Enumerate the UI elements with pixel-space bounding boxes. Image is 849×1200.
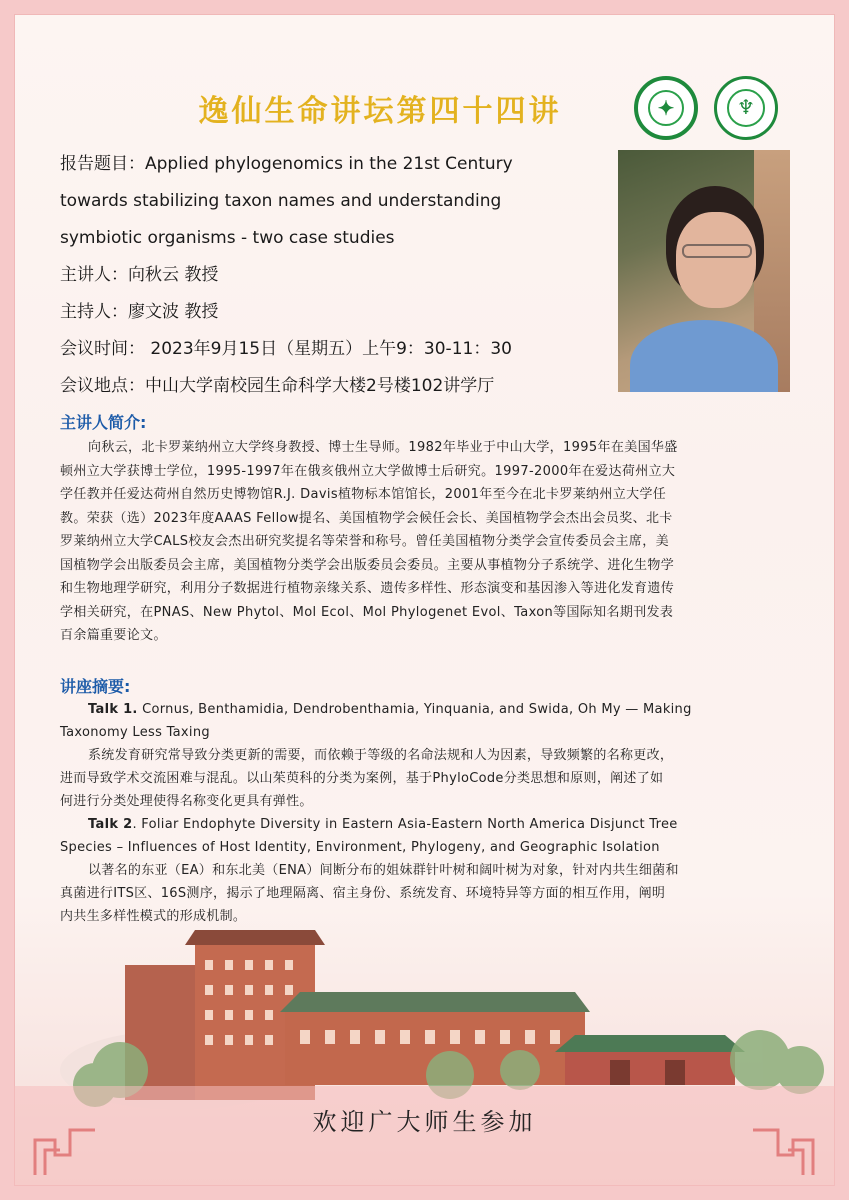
- talk2-line: 内共生多样性模式的形成机制。: [60, 909, 247, 924]
- event-info: [60, 146, 600, 405]
- speaker: 主讲人：向秋云 教授: [60, 265, 219, 285]
- host: 主持人：廖文波 教授: [60, 302, 219, 322]
- talk1-label: Talk 1.: [88, 702, 138, 717]
- bio-line: 和生物地理学研究，利用分子数据进行植物亲缘关系、遗传多样性、形态演变和基因渗入等进化发育遗传: [60, 581, 675, 596]
- welcome-message: 欢迎广大师生参加: [312, 1108, 537, 1136]
- herbarium-logo: ♆: [714, 76, 778, 140]
- bio-line: 顿州立大学获博士学位，1995-1997年在俄亥俄州立大学做博士后研究。1997-2000年在爱达荷州立大: [60, 463, 676, 479]
- bio-heading: 主讲人简介:: [60, 413, 147, 432]
- talk2-title: [60, 813, 790, 836]
- lecture-topic-line-3: symbiotic organisms - two case studies: [60, 228, 395, 248]
- meeting-venue: 会议地点：中山大学南校园生命科学大楼2号楼102讲学厅: [60, 376, 495, 396]
- gate: [555, 1035, 745, 1085]
- lecture-topic-line-1: 报告题目：Applied phylogenomics in the 21st Century: [60, 154, 513, 174]
- talk1-title-text: Cornus, Benthamidia, Dendrobenthamia, Yinquania, and Swida, Oh My — Making: [137, 702, 692, 717]
- talk2-label: Talk 2: [88, 817, 133, 832]
- speaker-photo: [618, 150, 790, 392]
- bio-line: 学相关研究，在PNAS、New Phytol、Mol Ecol、Mol Phylogenet Evol、Taxon等国际知名期刊发表: [60, 604, 674, 620]
- school-of-life-sciences-logo: ✦: [634, 76, 698, 140]
- talk1-title: [60, 698, 790, 721]
- abstract-heading: 讲座摘要:: [60, 677, 131, 696]
- speaker-bio: [60, 436, 790, 648]
- talk2-line: 以著名的东亚（EA）和东北美（ENA）间断分布的姐妹群针叶树和阔叶树为对象，针对内共生细菌和: [88, 863, 679, 878]
- page-title: 逸仙生命讲坛第四十四讲: [198, 94, 562, 129]
- bio-line: 百余篇重要论文。: [60, 628, 167, 643]
- talk1-line: 进而导致学术交流困难与混乱。以山茱萸科的分类为案例，基于PhyloCode分类思想和原则，阐述了如: [60, 771, 664, 786]
- lecture-abstract: [60, 698, 790, 928]
- bio-line: 国植物学会出版委员会主席，美国植物分类学会出版委员会委员。主要从事植物分子系统学、进化生物学: [60, 557, 675, 573]
- talk2-title-text: . Foliar Endophyte Diversity in Eastern Asia-Eastern North America Disjunct Tree: [132, 817, 678, 832]
- bio-line: 向秋云，北卡罗莱纳州立大学终身教授、博士生导师。1982年毕业于中山大学，1995年在美国华盛: [88, 440, 678, 455]
- talk2-title-cont: Species – Influences of Host Identity, Environment, Phylogeny, and Geographic Isolation: [60, 840, 660, 855]
- talk1-line: 系统发育研究常导致分类更新的需要，而依赖于等级的名命法规和人为因素，导致频繁的名称更改，: [88, 748, 674, 763]
- bio-line: 教。荣获（选）2023年度AAAS Fellow提名、美国植物学会候任会长、美国植物学会杰出会员奖、北卡: [60, 510, 673, 526]
- talk2-line: 真菌进行ITS区、16S测序，揭示了地理隔离、宿主身份、系统发育、环境特异等方面的相互作用，阐明: [60, 886, 666, 901]
- talk1-line: 何进行分类处理使得名称变化更具有弹性。: [60, 794, 313, 809]
- talk1-title-cont: Taxonomy Less Taxing: [60, 725, 210, 740]
- bio-line: 罗莱纳州立大学CALS校友会杰出研究奖提名等荣誉和称号。曾任美国植物分类学会宣传委员会主席，美: [60, 534, 669, 549]
- lecture-topic-line-2: towards stabilizing taxon names and understanding: [60, 191, 502, 211]
- meeting-time: 会议时间： 2023年9月15日（星期五）上午9：30-11：30: [60, 339, 512, 359]
- bio-line: 学任教并任爱达荷州自然历史博物馆R.J. Davis植物标本馆馆长，2001年至今在北卡罗莱纳州立大学任: [60, 487, 667, 502]
